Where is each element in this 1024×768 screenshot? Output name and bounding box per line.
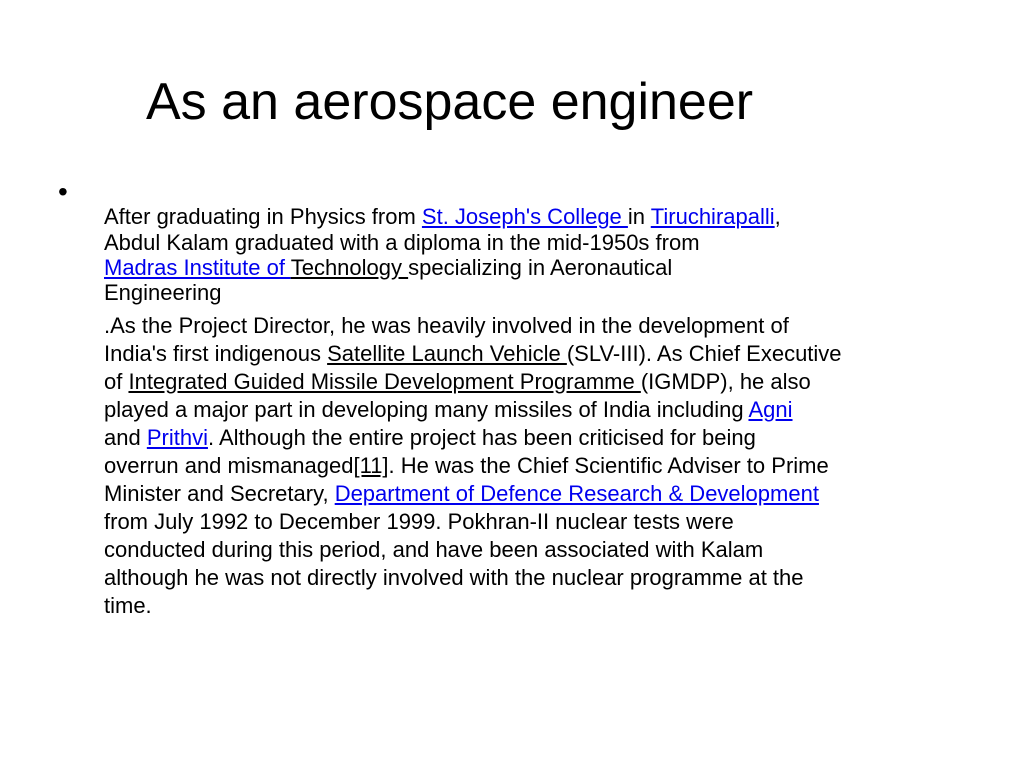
text-run: (SLV-III). As Chief Executive [566,341,842,366]
paragraph-career [104,312,984,620]
link-st-josephs-college[interactable]: St. Joseph's College [421,204,628,229]
text-run: .As the Project Director, he was heavily involved in the development of [104,313,789,338]
text-line [104,508,984,536]
link-technology[interactable]: Technology [290,255,409,280]
link-madras-institute[interactable]: Madras Institute of [104,255,291,280]
text-run: (IGMDP), he also [640,369,811,394]
text-line [104,368,984,396]
text-line [104,592,984,620]
text-line [104,312,984,340]
text-run: conducted during this period, and have been associated with Kalam [104,537,764,562]
link-drdo[interactable]: Department of Defence Research & Development [334,481,819,506]
link-reference-11[interactable]: [11] [353,453,389,478]
text-run: and [104,425,147,450]
text-line [104,230,984,255]
text-run: . He was the Chief Scientific Adviser to Prime [388,453,829,478]
text-line [104,280,984,305]
text-line [104,424,984,452]
text-run: from July 1992 to December 1999. Pokhran-II nuclear tests were [104,509,734,534]
slide-title: As an aerospace engineer [146,73,754,131]
link-tiruchirapalli[interactable]: Tiruchirapalli [650,204,775,229]
text-run: in [627,204,651,229]
text-line [104,203,984,230]
text-line [104,536,984,564]
text-line [104,480,984,508]
text-run: of [104,369,129,394]
bullet-point: • [58,176,68,207]
text-run: overrun and mismanaged [104,453,354,478]
text-run: although he was not directly involved with the nuclear programme at the [104,565,804,590]
text-run: Abdul Kalam graduated with a diploma in the mid-1950s from [104,230,700,255]
link-igmdp[interactable]: Integrated Guided Missile Development Programme [128,369,641,394]
text-run: time. [104,593,152,618]
text-run: Engineering [104,280,222,305]
text-run: Minister and Secretary, [104,481,335,506]
text-run: . Although the entire project has been criticised for being [207,425,756,450]
text-run: After graduating in Physics from [104,204,422,229]
text-line [104,255,984,280]
text-line [104,396,984,424]
text-line [104,564,984,592]
link-agni[interactable]: Agni [748,397,793,422]
text-run: specializing in Aeronautical [408,255,673,280]
text-line [104,452,984,480]
text-run: played a major part in developing many missiles of India including [104,397,749,422]
link-prithvi[interactable]: Prithvi [146,425,208,450]
paragraph-education [104,203,984,305]
text-line [104,340,984,368]
text-run: India's first indigenous [104,341,328,366]
link-satellite-launch-vehicle[interactable]: Satellite Launch Vehicle [327,341,567,366]
text-run: , [774,204,781,229]
